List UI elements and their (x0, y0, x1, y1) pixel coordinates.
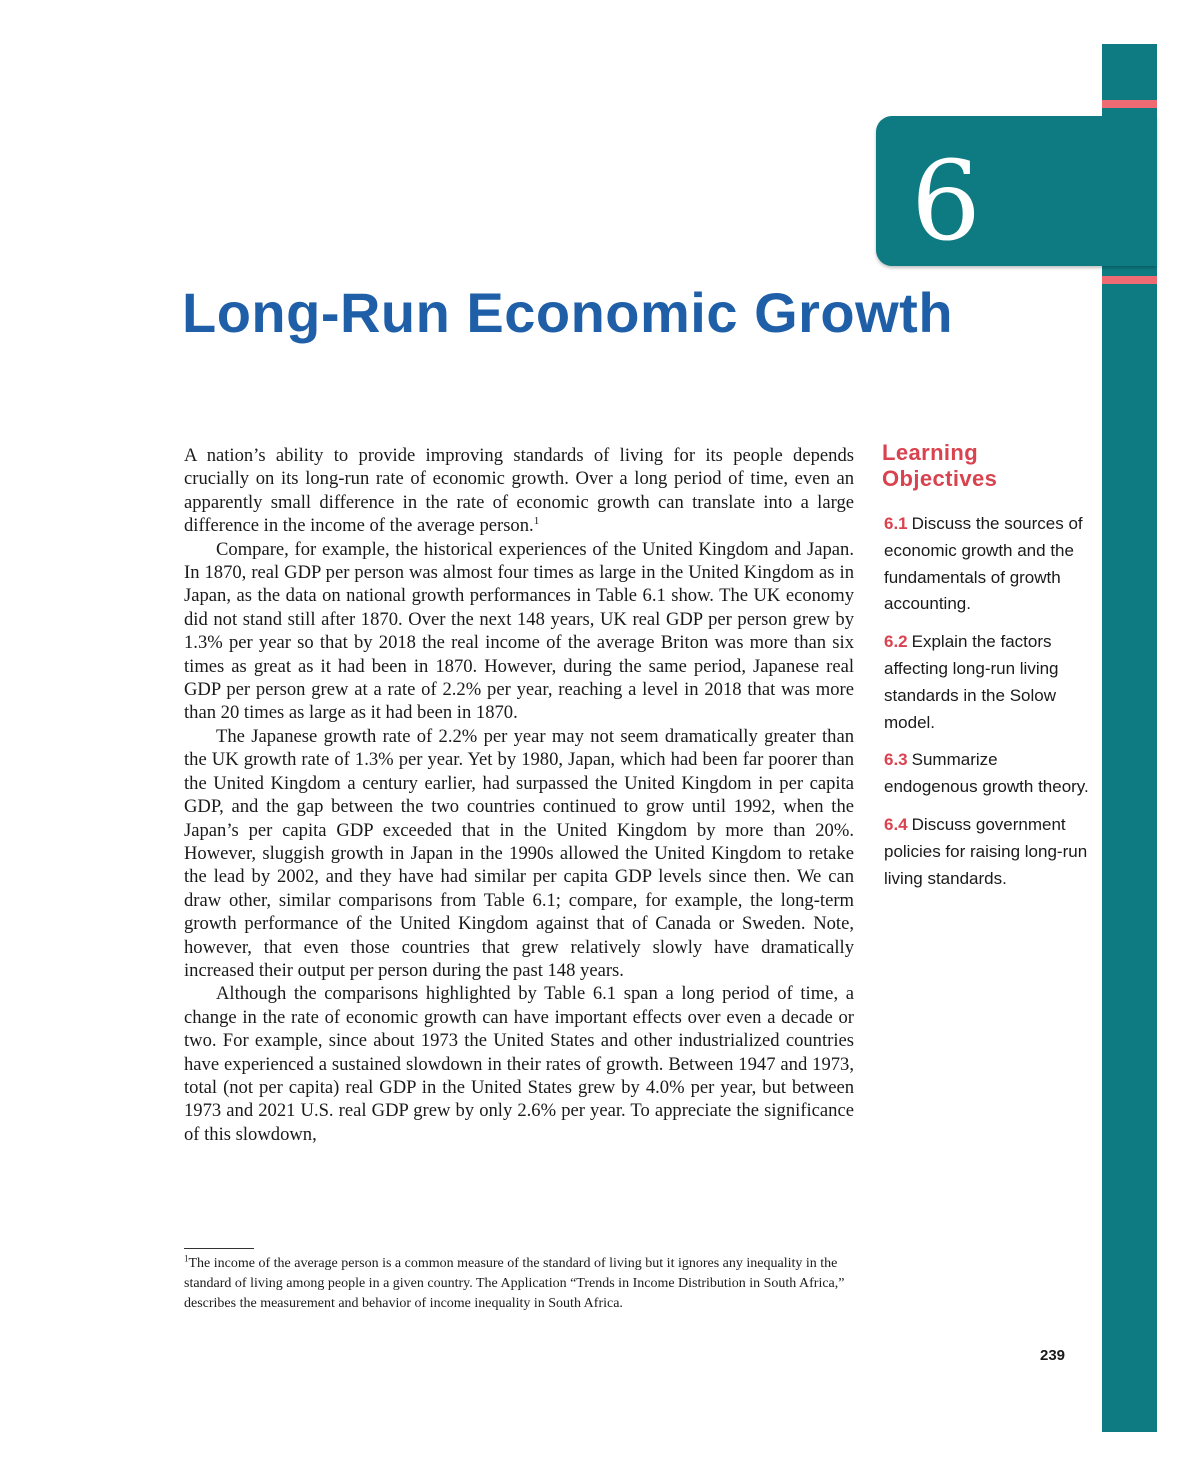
objective-text: Summarize endogenous growth theory. (884, 750, 1089, 797)
objective-text: Discuss government policies for raising long-run living standards. (884, 814, 1088, 888)
learning-objective-item (884, 511, 1094, 618)
learning-objectives-heading (882, 440, 997, 492)
footnote-reference[interactable]: 1 (533, 515, 540, 528)
paragraph-2: Compare, for example, the historical experiences of the United Kingdom and Japan. In 1870, real GDP per person was almost four times as large in the United Kingdom as in Japan, as the data on national growth performances in Table 6.1 show. The UK economy did not stand still after 1870. Over the next 148 years, UK real GDP per person grew by 1.3% per year so that by 2018 the real income of the average Briton was more than six times as great as it had been in 1870. However, during the same period, Japanese real GDP per person grew at a rate of 2.2% per year, reaching a level in 2018 that was more than 20 times as large as it had been in 1870. (184, 538, 854, 724)
objective-text: Discuss the sources of economic growth and the fundamentals of growth accounting. (884, 514, 1083, 614)
body-text (184, 444, 854, 1146)
objective-number: 6.4 (884, 814, 908, 834)
footnote-divider (184, 1248, 254, 1249)
objective-number: 6.2 (884, 632, 908, 652)
chapter-number: 6 (911, 137, 981, 265)
page-number: 239 (1040, 1347, 1066, 1364)
paragraph-3: The Japanese growth rate of 2.2% per year may not seem dramatically greater than the UK growth rate of 1.3% per year. Yet by 1980, Japan, which had been far poorer than the United Kingdom a century earlier, had surpassed the United Kingdom in per capita GDP, and the gap between the two countries continued to grow until 1992, when the Japan’s per capita GDP exceeded that in the United Kingdom by more than 20%. However, sluggish growth in Japan in the 1990s allowed the United Kingdom to retake the lead by 2002, and they have had similar per capita GDP levels since then. We can draw other, similar comparisons from Table 6.1; compare, for example, the long-term growth performance of the United Kingdom against that of Canada or Sweden. Note, however, that even those countries that grew relatively slowly have dramatically increased their output per person during the past 148 years. (184, 725, 854, 981)
footnote-marker: 1 (184, 1253, 189, 1264)
learning-objectives-heading-line1: Learning (882, 440, 979, 465)
side-bar-accent-stripe-top (1102, 100, 1157, 108)
learning-objective-item (884, 629, 1094, 736)
footnote (184, 1254, 874, 1314)
footnote-text: The income of the average person is a common measure of the standard of living but it ignores any inequality in the standard of living among people in a given country. The Application “Trends in Income Distribution in South Africa,” describes the measurement and behavior of income inequality in South Africa. (184, 1256, 845, 1311)
paragraph-1 (184, 444, 854, 538)
learning-objective-item (884, 812, 1094, 892)
objective-text: Explain the factors affecting long-run living standards in the Solow model. (884, 632, 1059, 732)
learning-objectives-heading-line2: Objectives (882, 466, 998, 491)
chapter-title: Long-Run Economic Growth (182, 281, 954, 344)
paragraph-4: Although the comparisons highlighted by Table 6.1 span a long period of time, a change in the rate of economic growth can have important effects over even a decade or two. For example, since about 1973 the United States and other industrialized countries have experienced a sustained slowdown in their rates of growth. Between 1947 and 1973, total (not per capita) real GDP in the United States grew by 4.0% per year, but between 1973 and 2021 U.S. real GDP grew by only 2.6% per year. To appreciate the significance of this slowdown, (184, 983, 854, 1145)
learning-objectives-list (884, 511, 1094, 903)
objective-number: 6.1 (884, 514, 908, 533)
side-bar-accent-stripe-bottom (1102, 276, 1157, 284)
objective-number: 6.3 (884, 750, 908, 770)
paragraph-1-text: A nation’s ability to provide improving standards of living for its people depends crucially on its long-run rate of economic growth. Over a long period of time, even an apparently small difference in the rate of economic growth can translate into a large difference in the income of the average person. (184, 445, 854, 537)
learning-objective-item (884, 747, 1094, 801)
